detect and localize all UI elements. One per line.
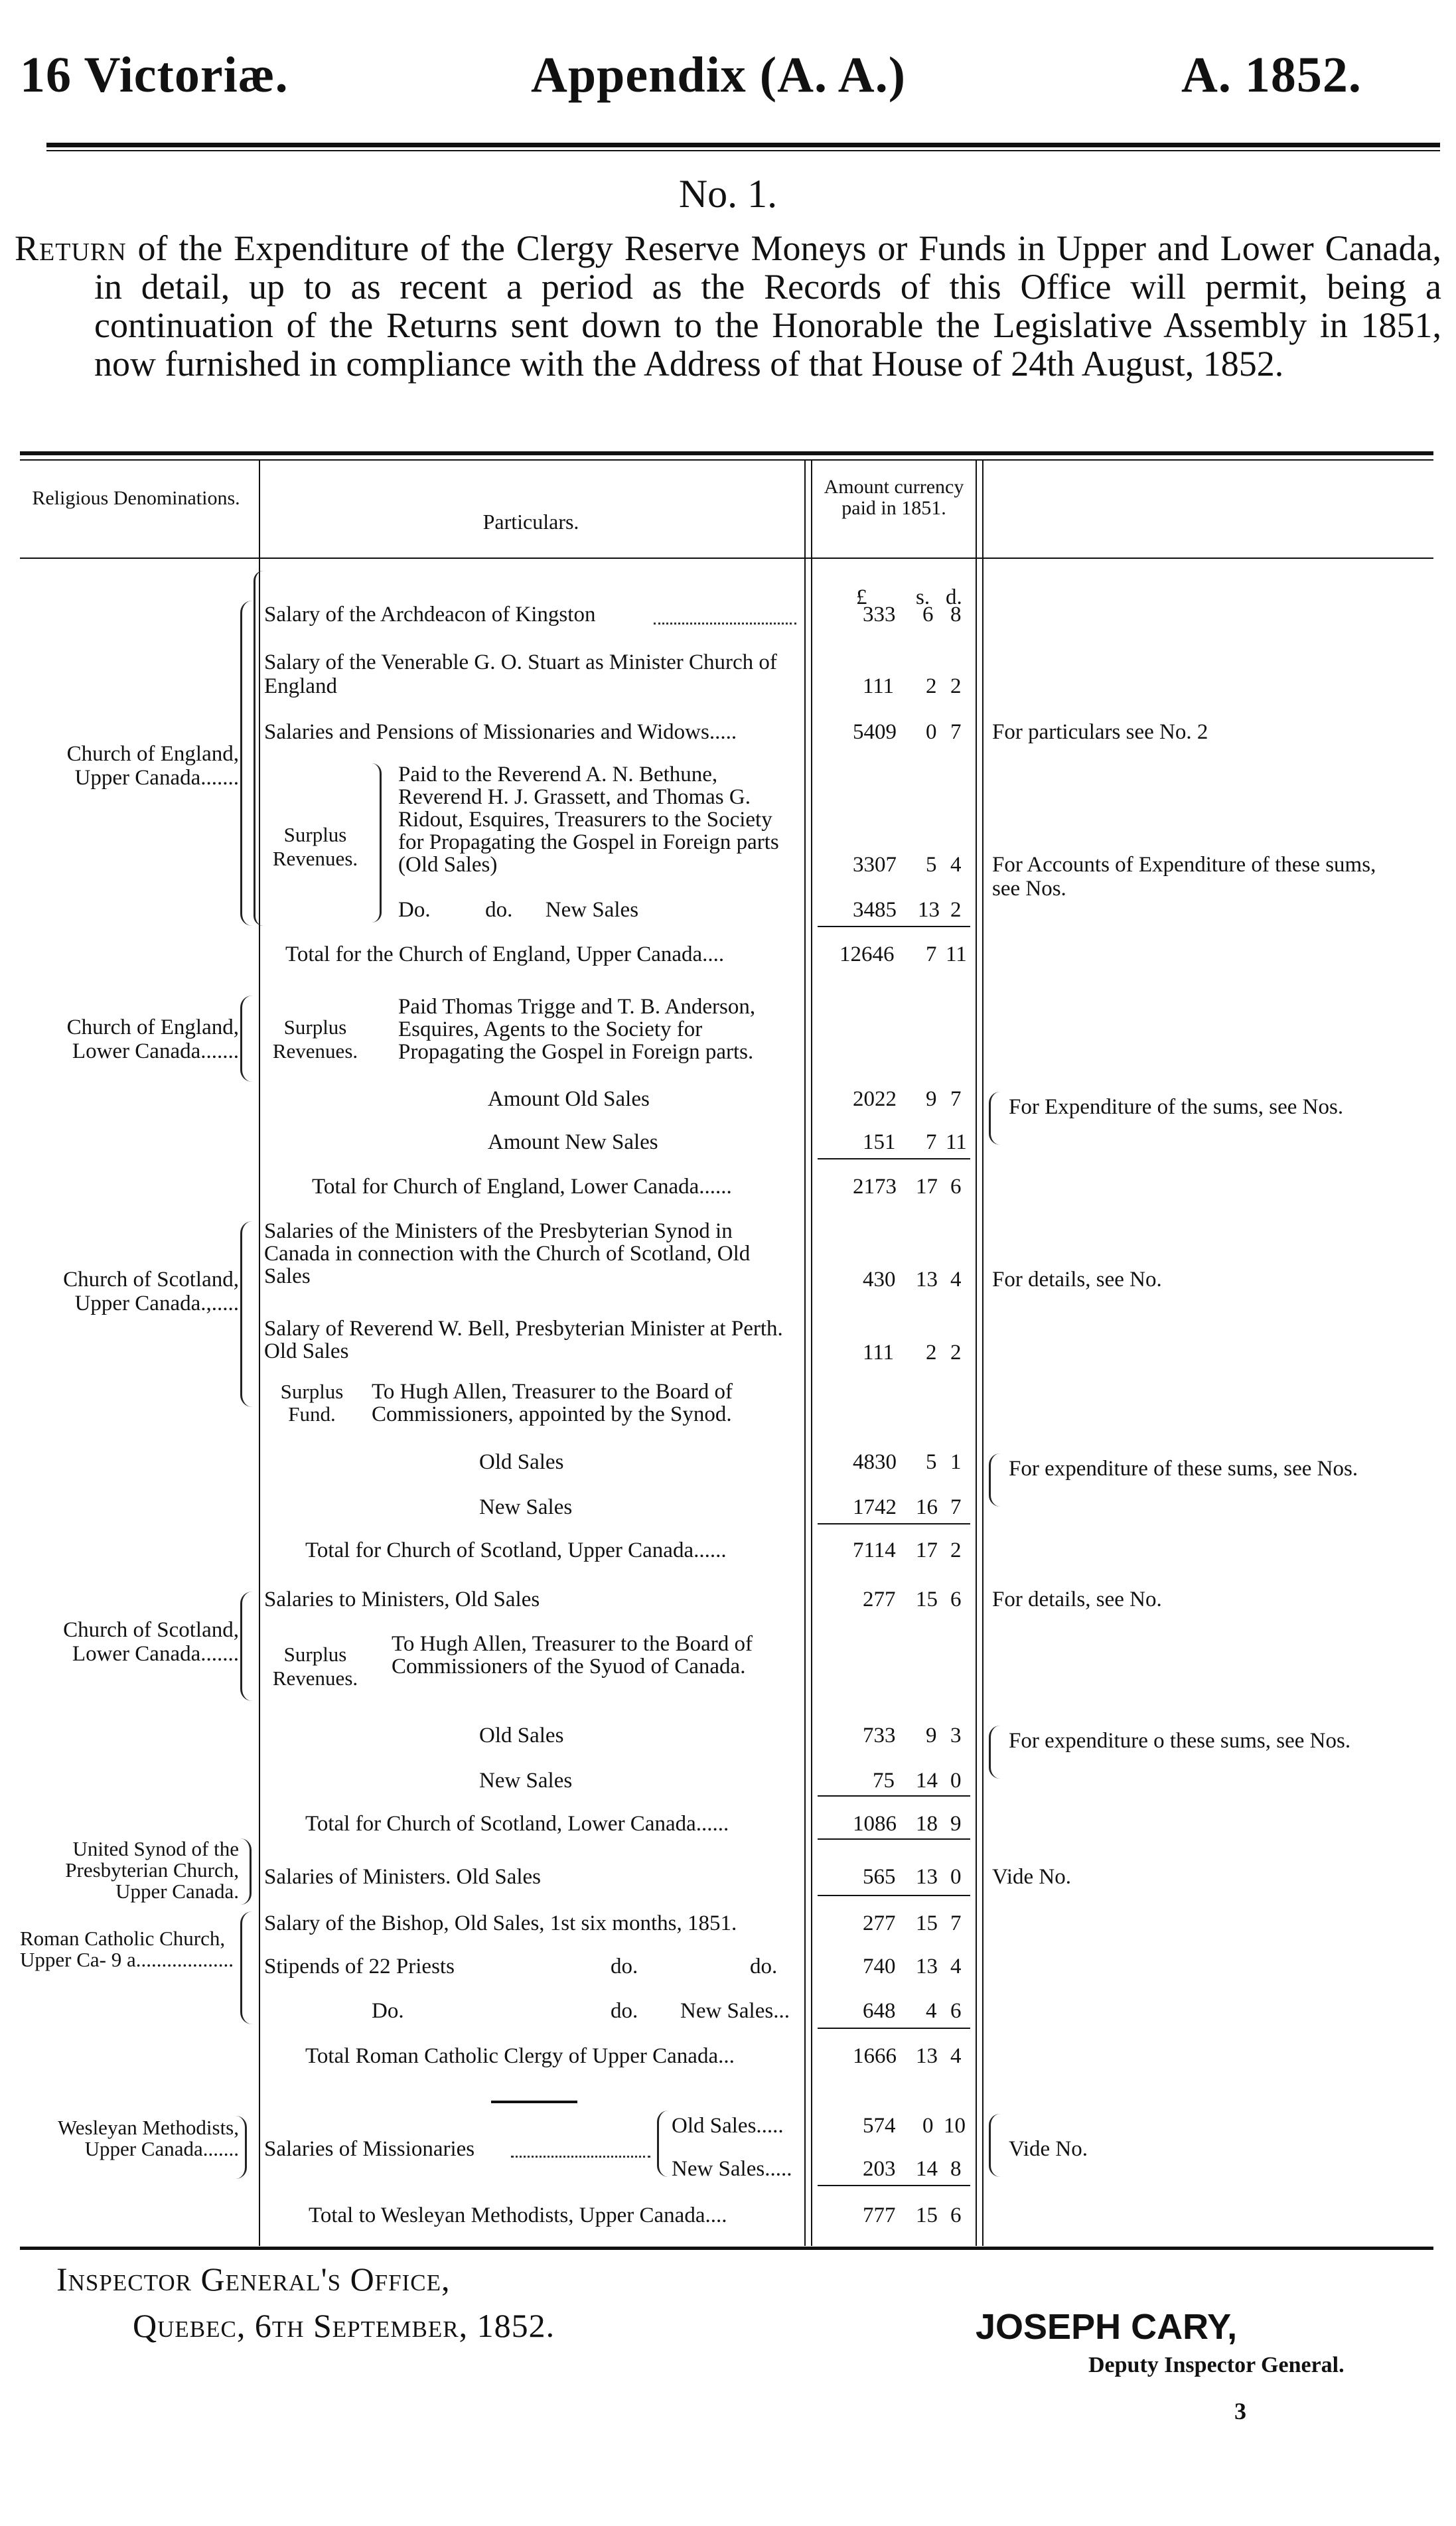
row-21-text: Salaries of Ministers. Old Sales: [264, 1865, 542, 1889]
row-7-text: Amount Old Sales: [488, 1087, 650, 1111]
col-divider-2b: [811, 461, 812, 2246]
subtotal-rule: [818, 2185, 970, 2186]
row-0-shillings: 6: [922, 603, 934, 627]
row-7-shillings: 9: [926, 1087, 937, 1111]
denomination-wesleyan: Wesleyan Methodists, Upper Canada.......: [57, 2116, 239, 2160]
row-2-text: Salaries and Pensions of Missionaries and Widows.....: [264, 720, 737, 744]
row-24-text: Do.: [372, 1999, 404, 2023]
row-2-pounds: 5409: [853, 720, 897, 744]
surplus-revenues-label-3: Surplus Revenues.: [272, 1643, 358, 1690]
row-10-pounds: 430: [863, 1268, 896, 1292]
row-14-pence: 7: [950, 1495, 962, 1519]
row-27-shillings: 15: [916, 2203, 938, 2227]
header-rule: [46, 143, 1440, 147]
row-10-pence: 4: [950, 1268, 962, 1292]
brace-note-cs-uc: [989, 1453, 1000, 1507]
row-11-text: Salary of Reverend W. Bell, Presbyterian Minister at Perth. Old Sales: [264, 1317, 783, 1363]
row-16-text: Salaries to Ministers, Old Sales: [264, 1588, 540, 1611]
row-9-text: Total for Church of England, Lower Canada......: [312, 1175, 732, 1199]
row-17-text: To Hugh Allen, Treasurer to the Board of Commissioners of the Syuod of Canada.: [392, 1632, 753, 1678]
row-3-pence: 4: [950, 853, 962, 877]
document-title: [15, 229, 1441, 383]
row-26-sub2: New Sales.....: [672, 2157, 792, 2181]
row-7-note: For Expenditure of the sums, see Nos.: [1009, 1095, 1344, 1119]
row-26-shillings-old: 0: [922, 2114, 934, 2138]
surplus-fund-label: Surplus Fund.: [280, 1380, 344, 1426]
row-11-pence: 2: [950, 1341, 962, 1365]
row-27-pence: 6: [950, 2203, 962, 2227]
brace-surplus-1: [372, 763, 382, 923]
denomination-cs-lc: Church of Scotland, Lower Canada.......: [63, 1618, 239, 1666]
row-2-shillings: 0: [926, 720, 937, 744]
row-22-shillings: 15: [916, 1911, 938, 1935]
brace-note-ce-lc: [989, 1092, 1000, 1145]
subtotal-rule: [818, 1523, 970, 1524]
subtotal-rule: [818, 1795, 970, 1797]
running-header-center: Appendix (A. A.): [531, 47, 906, 103]
row-14-shillings: 16: [916, 1495, 938, 1519]
signature-title: Deputy Inspector General.: [1088, 2353, 1345, 2377]
table-top-rule: [20, 451, 1433, 455]
row-27-text: Total to Wesleyan Methodists, Upper Canada....: [309, 2203, 727, 2227]
row-7-pounds: 2022: [853, 1087, 897, 1111]
row-4-shillings: 13: [918, 898, 940, 922]
page-number: 3: [1234, 2398, 1246, 2424]
row-9-shillings: 17: [916, 1175, 938, 1199]
row-8-shillings: 7: [926, 1130, 937, 1154]
row-23-mid1: do.: [611, 1955, 638, 1978]
surplus-revenues-label-2: Surplus Revenues.: [272, 1015, 358, 1063]
unit-shillings: s.: [916, 585, 930, 609]
row-11-shillings: 2: [926, 1341, 937, 1365]
row-5-pence: 11: [946, 942, 967, 966]
row-20-text: Total for Church of Scotland, Lower Canada......: [305, 1812, 729, 1836]
row-0-text: Salary of the Archdeacon of Kingston: [264, 603, 596, 627]
row-20-pence: 9: [950, 1812, 962, 1836]
row-19-shillings: 14: [916, 1769, 938, 1793]
subtotal-rule: [818, 1895, 970, 1896]
row-21-pounds: 565: [863, 1865, 896, 1889]
column-header-amount: Amount currency paid in 1851.: [824, 476, 964, 519]
table-head-rule: [20, 557, 1433, 559]
running-header-right: A. 1852.: [1181, 47, 1362, 103]
brace-note-cs-lc: [989, 1726, 1000, 1779]
unit-pounds: £: [856, 585, 867, 609]
row-22-pounds: 277: [863, 1911, 896, 1935]
row-2-note: For particulars see No. 2: [992, 720, 1208, 744]
brace-roman-catholic: [240, 1911, 253, 2024]
col-divider-3: [976, 461, 977, 2246]
row-1-text: Salary of the Venerable G. O. Stuart as Minister Church of England: [264, 650, 777, 698]
row-26-sub1: Old Sales.....: [672, 2114, 784, 2138]
row-26-pence-new: 8: [950, 2157, 962, 2181]
row-14-text: New Sales: [479, 1495, 573, 1519]
denomination-united-synod: United Synod of the Presbyterian Church, Upper Canada.: [65, 1837, 239, 1903]
denomination-ce-lc: Church of England, Lower Canada.......: [66, 1015, 239, 1063]
row-3-pounds: 3307: [853, 853, 897, 877]
row-19-pounds: 75: [873, 1769, 895, 1793]
brace-ce-uc: [240, 601, 253, 926]
row-26-pounds-old: 574: [863, 2114, 896, 2138]
row-18-note: For expenditure o these sums, see Nos.: [1009, 1729, 1351, 1753]
row-26-text: Salaries of Missionaries: [264, 2137, 475, 2161]
table-bottom-rule: [20, 2247, 1433, 2250]
row-25-text: Total Roman Catholic Clergy of Upper Canada...: [305, 2044, 735, 2068]
header-rule-thin: [46, 150, 1440, 151]
row-5-text: Total for the Church of England, Upper Canada....: [285, 942, 725, 966]
brace-cs-uc: [240, 1221, 253, 1407]
unit-pence: d.: [946, 585, 962, 609]
brace-wesleyan: [236, 2116, 247, 2179]
row-6-text: Paid Thomas Trigge and T. B. Anderson, Esquires, Agents to the Society for Propagating the Gospel in Foreign parts.: [398, 995, 756, 1064]
row-16-shillings: 15: [916, 1588, 938, 1611]
row-24-pence: 6: [950, 1999, 962, 2023]
row-21-shillings: 13: [916, 1865, 938, 1889]
row-13-pence: 1: [950, 1450, 962, 1474]
row-4-text: Do. do. New Sales: [398, 898, 639, 922]
column-header-particulars: Particulars.: [482, 510, 579, 534]
row-2-pence: 7: [950, 720, 962, 744]
row-8-text: Amount New Sales: [488, 1130, 658, 1154]
section-separator: [491, 2101, 577, 2103]
row-8-pence: 11: [946, 1130, 967, 1154]
row-20-shillings: 18: [916, 1812, 938, 1836]
row-25-pence: 4: [950, 2044, 962, 2068]
row-26-note: Vide No.: [1009, 2137, 1088, 2161]
brace-cs-lc: [240, 1592, 253, 1701]
row-10-note: For details, see No.: [992, 1268, 1162, 1292]
row-23-pence: 4: [950, 1955, 962, 1978]
subtotal-rule: [818, 926, 970, 927]
row-8-pounds: 151: [863, 1130, 896, 1154]
row-3-shillings: 5: [926, 853, 937, 877]
row-3-text: Paid to the Reverend A. N. Bethune, Reverend H. J. Grassett, and Thomas G. Ridout, Esquires, Treasurers to the Society for Propagating the Gospel in Foreign parts (Old Sales): [398, 763, 779, 877]
row-19-pence: 0: [950, 1769, 962, 1793]
row-26-pence-old: 10: [944, 2114, 966, 2138]
brace-particulars-ce-uc: [254, 571, 263, 926]
row-23-shillings: 13: [916, 1955, 938, 1978]
row-3-note: For Accounts of Expenditure of these sums, see Nos.: [992, 853, 1376, 901]
row-22-text: Salary of the Bishop, Old Sales, 1st six months, 1851.: [264, 1911, 737, 1935]
return-text: of the Expenditure of the Clergy Reserve Moneys or Funds in Upper and Lower Canada, in detail, up to as recent a period as the Records of this Office will permit, being a continuation of the Returns sent down to the Honorable the Legislative Assembly in 1851, now furnished in compliance with the Address of that House of 24th August, 1852.: [94, 228, 1441, 384]
row-16-note: For details, see No.: [992, 1588, 1162, 1611]
row-1-pence: 2: [950, 674, 962, 698]
row-0-pounds: 333: [863, 603, 896, 627]
col-divider-2: [804, 461, 806, 2246]
row-27-pounds: 777: [863, 2203, 896, 2227]
denomination-cs-uc: Church of Scotland, Upper Canada.,.....: [63, 1268, 239, 1315]
row-4-pounds: 3485: [853, 898, 897, 922]
row-13-pounds: 4830: [853, 1450, 897, 1474]
row-13-note: For expenditure of these sums, see Nos.: [1009, 1457, 1358, 1481]
row-24-pounds: 648: [863, 1999, 896, 2023]
row-16-pence: 6: [950, 1588, 962, 1611]
row-19-text: New Sales: [479, 1769, 573, 1793]
row-26-shillings-new: 14: [916, 2157, 938, 2181]
row-1-pounds: 111: [863, 674, 895, 698]
signature-name: JOSEPH CARY,: [976, 2307, 1238, 2347]
row-15-pounds: 7114: [853, 1538, 896, 1562]
row-5-pounds: 12646: [839, 942, 895, 966]
leader-dots: [654, 623, 796, 625]
row-13-shillings: 5: [926, 1450, 937, 1474]
brace-note-wesleyan: [989, 2114, 1000, 2177]
denomination-roman-catholic: Roman Catholic Church, Upper Ca- 9 a...................: [20, 1927, 234, 1971]
row-18-pounds: 733: [863, 1724, 896, 1747]
row-15-shillings: 17: [916, 1538, 938, 1562]
row-21-pence: 0: [950, 1865, 962, 1889]
row-14-pounds: 1742: [853, 1495, 897, 1519]
brace-wesleyan-subs: [657, 2111, 668, 2177]
subtotal-rule: [818, 2028, 970, 2029]
office-name: Inspector General's Office,: [56, 2261, 451, 2298]
row-18-pence: 3: [950, 1724, 962, 1747]
row-9-pounds: 2173: [853, 1175, 897, 1199]
row-10-shillings: 13: [916, 1268, 938, 1292]
return-word: Return: [15, 228, 127, 268]
table-top-rule-thin: [20, 459, 1433, 461]
row-18-text: Old Sales: [479, 1724, 564, 1747]
row-12-text: To Hugh Allen, Treasurer to the Board of Commissioners, appointed by the Synod.: [372, 1380, 733, 1426]
subtotal-rule: [818, 1838, 970, 1840]
row-7-pence: 7: [950, 1087, 962, 1111]
row-9-pence: 6: [950, 1175, 962, 1199]
column-header-denominations: Religious Denominations.: [32, 487, 240, 509]
document-number: No. 1.: [678, 172, 778, 216]
brace-ce-lc: [240, 996, 253, 1082]
row-22-pence: 7: [950, 1911, 962, 1935]
row-25-pounds: 1666: [853, 2044, 897, 2068]
col-divider-3b: [982, 461, 983, 2246]
row-21-note: Vide No.: [992, 1865, 1071, 1889]
row-20-pounds: 1086: [853, 1812, 897, 1836]
row-18-shillings: 9: [926, 1724, 937, 1747]
row-26-pounds-new: 203: [863, 2157, 896, 2181]
row-1-shillings: 2: [926, 674, 937, 698]
row-23-pounds: 740: [863, 1955, 896, 1978]
place-date: Quebec, 6th September, 1852.: [133, 2307, 555, 2344]
denomination-ce-uc: Church of England, Upper Canada.......: [66, 742, 239, 790]
surplus-revenues-label: Surplus Revenues.: [272, 823, 358, 870]
row-13-text: Old Sales: [479, 1450, 564, 1474]
row-23-mid2: do.: [750, 1955, 778, 1978]
row-0-pence: 8: [950, 603, 962, 627]
running-header-left: 16 Victoriæ.: [20, 47, 289, 103]
row-15-pence: 2: [950, 1538, 962, 1562]
row-16-pounds: 277: [863, 1588, 896, 1611]
row-11-pounds: 111: [863, 1341, 895, 1365]
row-24-shillings: 4: [926, 1999, 937, 2023]
row-24-mid1: do.: [611, 1999, 638, 2023]
row-23-text: Stipends of 22 Priests: [264, 1955, 455, 1978]
leader-dots: [511, 2156, 650, 2158]
row-15-text: Total for Church of Scotland, Upper Canada......: [305, 1538, 727, 1562]
row-25-shillings: 13: [916, 2044, 938, 2068]
brace-united-synod: [240, 1838, 252, 1905]
row-24-mid2: New Sales...: [680, 1999, 790, 2023]
row-5-shillings: 7: [926, 942, 937, 966]
subtotal-rule: [818, 1158, 970, 1159]
row-4-pence: 2: [950, 898, 962, 922]
row-10-text: Salaries of the Ministers of the Presbyterian Synod in Canada in connection with the Church of Scotland, Old Sales: [264, 1219, 751, 1288]
